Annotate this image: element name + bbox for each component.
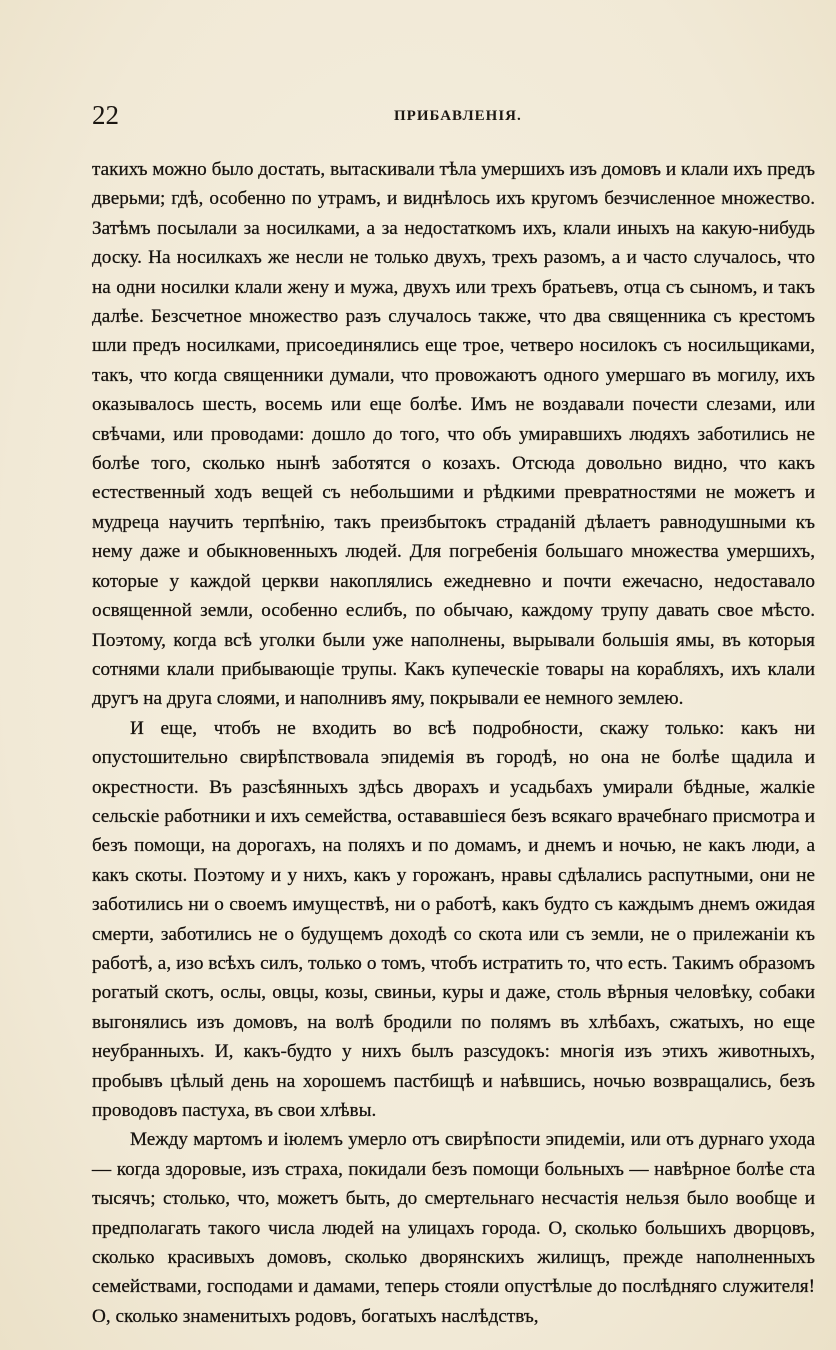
- paragraph: И еще, чтобъ не входить во всѣ подробности, скажу только: какъ ни опустошительно свирѣпствовала эпидемія въ городѣ, но она не болѣе щадила и окрестности. Въ разсѣянныхъ здѣсь дворахъ и усадьбахъ умирали бѣдные, жалкіе сельскіе работники и ихъ семейства, остававшіеся безъ всякаго врачебнаго присмотра и безъ помощи, на дорогахъ, на поляхъ и по домамъ, и днемъ и ночью, не какъ люди, а какъ скоты. Поэтому и у нихъ, какъ у горожанъ, нравы сдѣлались распутными, они не заботились ни о своемъ имуществѣ, ни о работѣ, какъ будто съ каждымъ днемъ ожидая смерти, заботились не о будущемъ доходѣ со скота или съ земли, не о прилежаніи къ работѣ, а, изо всѣхъ силъ, только о томъ, чтобъ истратить то, что есть. Такимъ образомъ рогатый скотъ, ослы, овцы, козы, свиньи, куры и даже, столь вѣрныя человѣку, собаки выгонялись изъ домовъ, на волѣ бродили по полямъ въ хлѣбахъ, сжатыхъ, но еще неубранныхъ. И, какъ-будто у нихъ былъ разсудокъ: многія изъ этихъ животныхъ, пробывъ цѣлый день на хорошемъ пастбищѣ и наѣвшись, ночью возвращались, безъ проводовъ пастуха, въ свои хлѣвы.: [92, 717, 815, 1121]
- page-number: 22: [92, 100, 119, 130]
- body-text: [92, 155, 815, 1331]
- running-title: ПРИБАВЛЕНІЯ.: [394, 108, 522, 124]
- paragraph-continued: такихъ можно было достать, вытаскивали тѣла умершихъ изъ домовъ и клали ихъ предъ дверьми; гдѣ, особенно по утрамъ, и виднѣлось ихъ кругомъ безчисленное множество. Затѣмъ посылали за носилками, а за недостаткомъ ихъ, клали иныхъ на какую-нибудь доску. На носилкахъ же несли не только двухъ, трехъ разомъ, а и часто случалось, что на одни носилки клали жену и мужа, двухъ или трехъ братьевъ, отца съ сыномъ, и такъ далѣе. Безсчетное множество разъ случалось также, что два священника съ крестомъ шли предъ носилками, присоединялись еще трое, четверо носилокъ съ носильщиками, такъ, что когда священники думали, что провожаютъ одного умершаго въ могилу, ихъ оказывалось шесть, восемь или еще болѣе. Имъ не воздавали почести слезами, или свѣчами, или проводами: дошло до того, что объ умиравшихъ людяхъ заботились не болѣе того, сколько нынѣ заботятся о козахъ. Отсюда довольно видно, что какъ естественный ходъ вещей съ небольшими и рѣдкими превратностями не можетъ и мудреца научить терпѣнію, такъ преизбытокъ страданій дѣлаетъ равнодушными къ нему даже и обыкновенныхъ людей. Для погребенія большаго множества умершихъ, которые у каждой церкви накоплялись ежедневно и почти ежечасно, недоставало освященной земли, особенно еслибъ, по обычаю, каждому трупу давать свое мѣсто. Поэтому, когда всѣ уголки были уже наполнены, вырывали большія ямы, въ которыя сотнями клали прибывающіе трупы. Какъ купеческіе товары на корабляхъ, ихъ клали другъ на друга слоями, и наполнивъ яму, покрывали ее немного землею.: [92, 159, 815, 710]
- paragraph: Между мартомъ и іюлемъ умерло отъ свирѣпости эпидеміи, или отъ дурнаго ухода — когда здоровые, изъ страха, покидали безъ помощи больныхъ — навѣрное болѣе ста тысячъ; столько, что, можетъ быть, до смертельнаго несчастія нельзя было вообще и предполагать такого числа людей на улицахъ города. О, сколько большихъ дворцовъ, сколько красивыхъ домовъ, сколько дворянскихъ жилищъ, прежде наполненныхъ семействами, господами и дамами, теперь стояли опустѣлые до послѣдняго служителя! О, сколько знаменитыхъ родовъ, богатыхъ наслѣдствъ,: [92, 1129, 815, 1327]
- page-header: [92, 100, 760, 140]
